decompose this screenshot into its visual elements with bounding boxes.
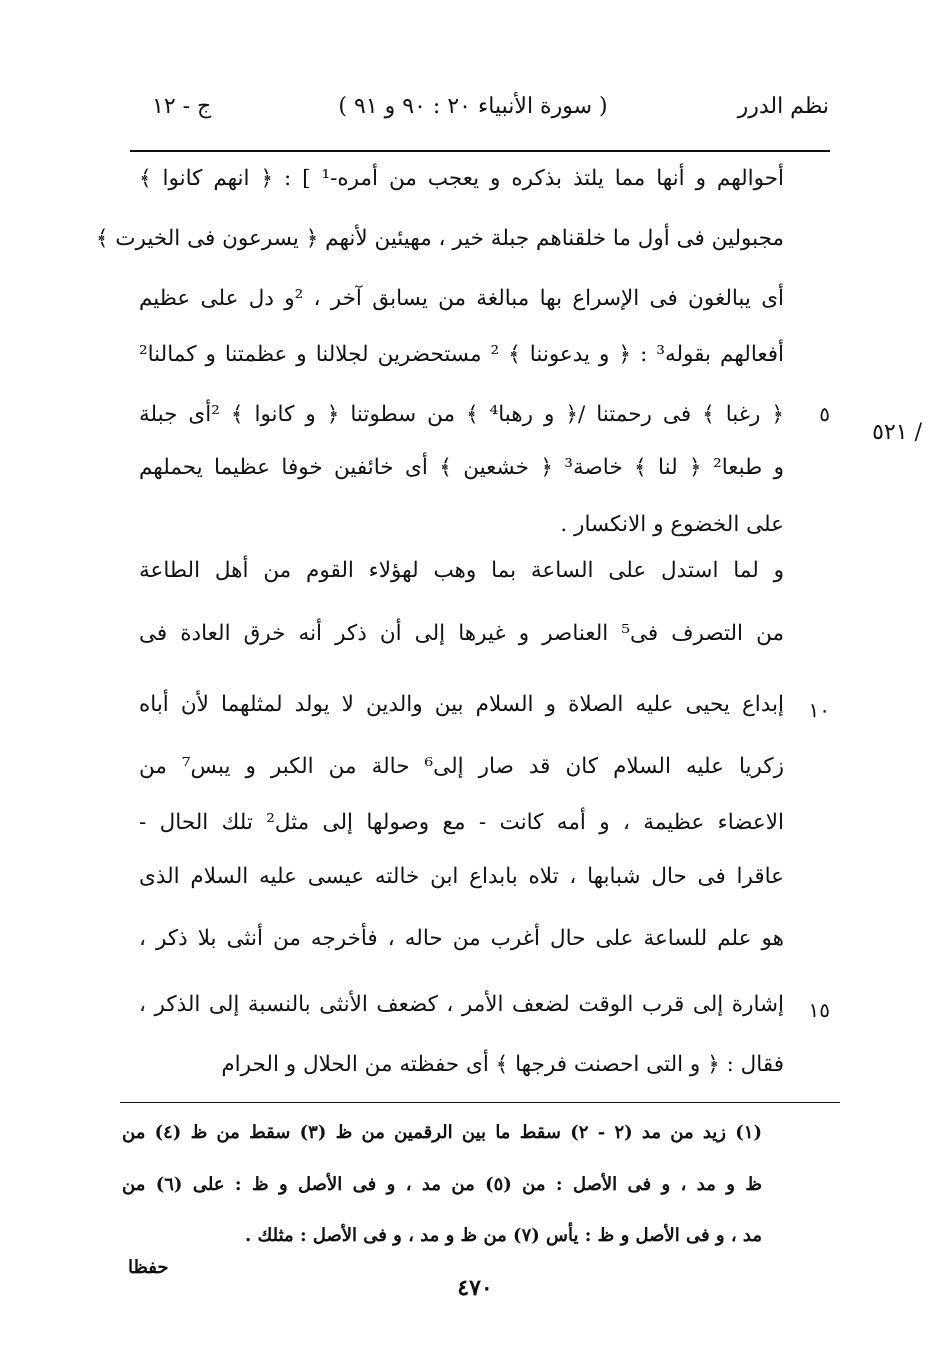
body-line: عاقرا فى حال شبابها ، تلاه بابداع ابن خالته عيسى عليه السلام الذى [139,864,784,889]
line-number-5: ٥ [819,402,830,426]
header-surah-reference: ( سورة الأنبياء ٢٠ : ٩٠ و ٩١ ) [338,94,608,119]
body-line: و طبعا² ﴿ لنا ﴾ خاصة³ ﴿ خشعين ﴾ أى خائفين خوفا عظيما يحملهم [139,455,785,480]
body-line: ﴿ رغبا ﴾ فى رحمتنا /﴿ و رهبا⁴ ﴾ من سطوتنا ﴿ و كانوا ﴾ ²أى جبلة [139,402,784,427]
header-book-title: نظم الدرر [737,94,829,119]
body-line: إبداع يحيى عليه الصلاة و السلام بين والدين لا يولد لمثلهما لأن أباه [139,692,784,717]
margin-page-reference: ٥٢١ / [872,420,922,445]
footnote-line: (١) زيد من مد (٢ - ٢) سقط ما بين الرقمين من ظ (٣) سقط من ظ (٤) من [122,1122,762,1143]
body-line: أحوالهم و أنها مما يلتذ بذكره و يعجب من أمره-¹ ] : ﴿ انهم كانوا ﴾ [139,166,785,191]
body-line: من التصرف فى⁵ العناصر و غيرها إلى أن ذكر أنه خرق العادة فى [139,621,784,646]
line-number-10: ١٠ [808,698,830,722]
body-line: هو علم للساعة على حال أغرب من حاله ، فأخرجه من أنثى بلا ذكر ، [139,926,784,951]
footnote-rule [120,1102,840,1103]
footnote-line: ظ و مد ، و فى الأصل : من (٥) من مد ، و فى الأصل و ظ : على (٦) من [122,1174,762,1195]
body-line: الاعضاء عظيمة ، و أمه كانت - مع وصولها إلى مثل² تلك الحال - [139,810,784,835]
header-volume-number: ج - ١٢ [152,94,212,119]
header-rule [130,150,830,152]
line-number-15: ١٥ [808,998,830,1022]
body-line: أى يبالغون فى الإسراع بها مبالغة من يسابق آخر ، ²و دل على عظيم [139,286,784,311]
body-line: و لما استدل على الساعة بما وهب لهؤلاء القوم من أهل الطاعة [139,558,784,583]
body-line: أفعالهم بقوله³ : ﴿ و يدعوننا ﴾ ² مستحضرين لجلالنا و عظمتنا و كمالنا² [139,342,784,367]
body-line: مجبولين فى أول ما خلقناهم جبلة خير ، مهيئين لأنهم ﴿ يسرعون فى الخيرت ﴾ [95,226,784,251]
body-line: إشارة إلى قرب الوقت لضعف الأمر ، كضعف الأنثى بالنسبة إلى الذكر ، [139,992,784,1017]
catchword: حفظا [128,1257,169,1278]
body-line: فقال : ﴿ و التى احصنت فرجها ﴾ أى حفظته من الحلال و الحرام [221,1052,784,1077]
body-line: على الخضوع و الانكسار . [560,512,784,537]
body-line: زكريا عليه السلام كان قد صار إلى⁶ حالة من الكبر و يبس⁷ من [139,754,784,779]
footnote-line: مد ، و فى الأصل و ظ : يأس (٧) من ظ و مد ، و فى الأصل : مثلك . [244,1225,762,1246]
page-number: ٤٧٠ [457,1275,493,1301]
